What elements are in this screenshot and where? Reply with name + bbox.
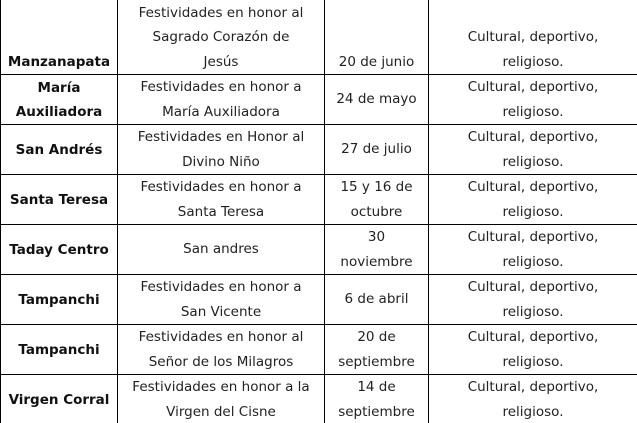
festivity-cell (118, 325, 325, 375)
festivity-cell (118, 175, 325, 225)
festivity-cell (118, 75, 325, 125)
festivity-description: Festividades en honor a San Vicente (140, 279, 302, 320)
date-cell (325, 125, 429, 175)
place-cell (1, 375, 118, 423)
festivity-date: 30 noviembre (340, 229, 413, 270)
festivity-cell (118, 0, 325, 75)
place-name: Manzanapata (7, 54, 111, 70)
type-cell (429, 275, 637, 325)
type-cell (429, 0, 637, 75)
festivity-date: 24 de mayo (336, 91, 417, 108)
festivity-description: Festividades en honor al Señor de los Milagros (138, 329, 304, 370)
festivity-type: Cultural, deportivo, religioso. (467, 229, 599, 270)
festivity-description: Festividades en Honor al Divino Niño (137, 129, 305, 170)
table-row (1, 325, 637, 375)
table-row (1, 375, 637, 423)
type-cell (429, 175, 637, 225)
place-name: Taday Centro (9, 241, 109, 258)
table-row (1, 0, 637, 75)
festivity-date: 20 de junio (338, 53, 415, 70)
place-cell (1, 225, 118, 275)
type-cell (429, 125, 637, 175)
place-cell (1, 175, 118, 225)
festivity-type: Cultural, deportivo, religioso. (467, 379, 599, 420)
place-name: Tampanchi (18, 341, 100, 358)
place-cell (1, 275, 118, 325)
festivity-cell (118, 275, 325, 325)
festivity-description: Festividades en honor a Santa Teresa (140, 179, 302, 220)
place-cell (1, 0, 118, 75)
festivity-type: Cultural, deportivo, religioso. (467, 329, 599, 370)
type-cell (429, 75, 637, 125)
place-name: Tampanchi (18, 291, 100, 308)
festivity-description: Festividades en honor a la Virgen del Cisne (132, 379, 310, 420)
festivity-cell (118, 375, 325, 423)
festivity-type: Cultural, deportivo, religioso. (467, 129, 599, 170)
festivity-type: Cultural, deportivo, religioso. (467, 79, 599, 120)
festivity-description: Festividades en honor a María Auxiliadora (140, 79, 302, 120)
festivity-description: San andres (183, 241, 259, 258)
date-cell (325, 0, 429, 75)
place-cell (1, 325, 118, 375)
date-cell (325, 375, 429, 423)
date-cell (325, 225, 429, 275)
table-row (1, 175, 637, 225)
festivity-cell (118, 225, 325, 275)
place-name: San Andrés (15, 141, 103, 158)
festivity-type: Cultural, deportivo, religioso. (467, 279, 599, 320)
table-row (1, 225, 637, 275)
festivity-date: 6 de abril (344, 291, 409, 308)
type-cell (429, 375, 637, 423)
festivity-description: Festividades en honor al Sagrado Corazón de Jesús (138, 4, 304, 70)
date-cell (325, 275, 429, 325)
place-name: Santa Teresa (9, 191, 109, 208)
festivity-date: 27 de julio (341, 141, 412, 158)
place-cell (1, 75, 118, 125)
table-row (1, 125, 637, 175)
date-cell (325, 325, 429, 375)
festivity-date: 14 de septiembre (338, 379, 415, 420)
festivity-cell (118, 125, 325, 175)
table-row (1, 275, 637, 325)
festivity-date: 20 de septiembre (338, 329, 415, 370)
place-cell (1, 125, 118, 175)
festivity-type: Cultural, deportivo, religioso. (467, 179, 599, 220)
date-cell (325, 175, 429, 225)
festivity-type: Cultural, deportivo, religioso. (467, 29, 599, 70)
place-name: Virgen Corral (8, 391, 110, 408)
date-cell (325, 75, 429, 125)
type-cell (429, 225, 637, 275)
place-name: María Auxiliadora (15, 79, 103, 120)
table-row (1, 75, 637, 125)
type-cell (429, 325, 637, 375)
festivity-date: 15 y 16 de octubre (340, 179, 413, 220)
